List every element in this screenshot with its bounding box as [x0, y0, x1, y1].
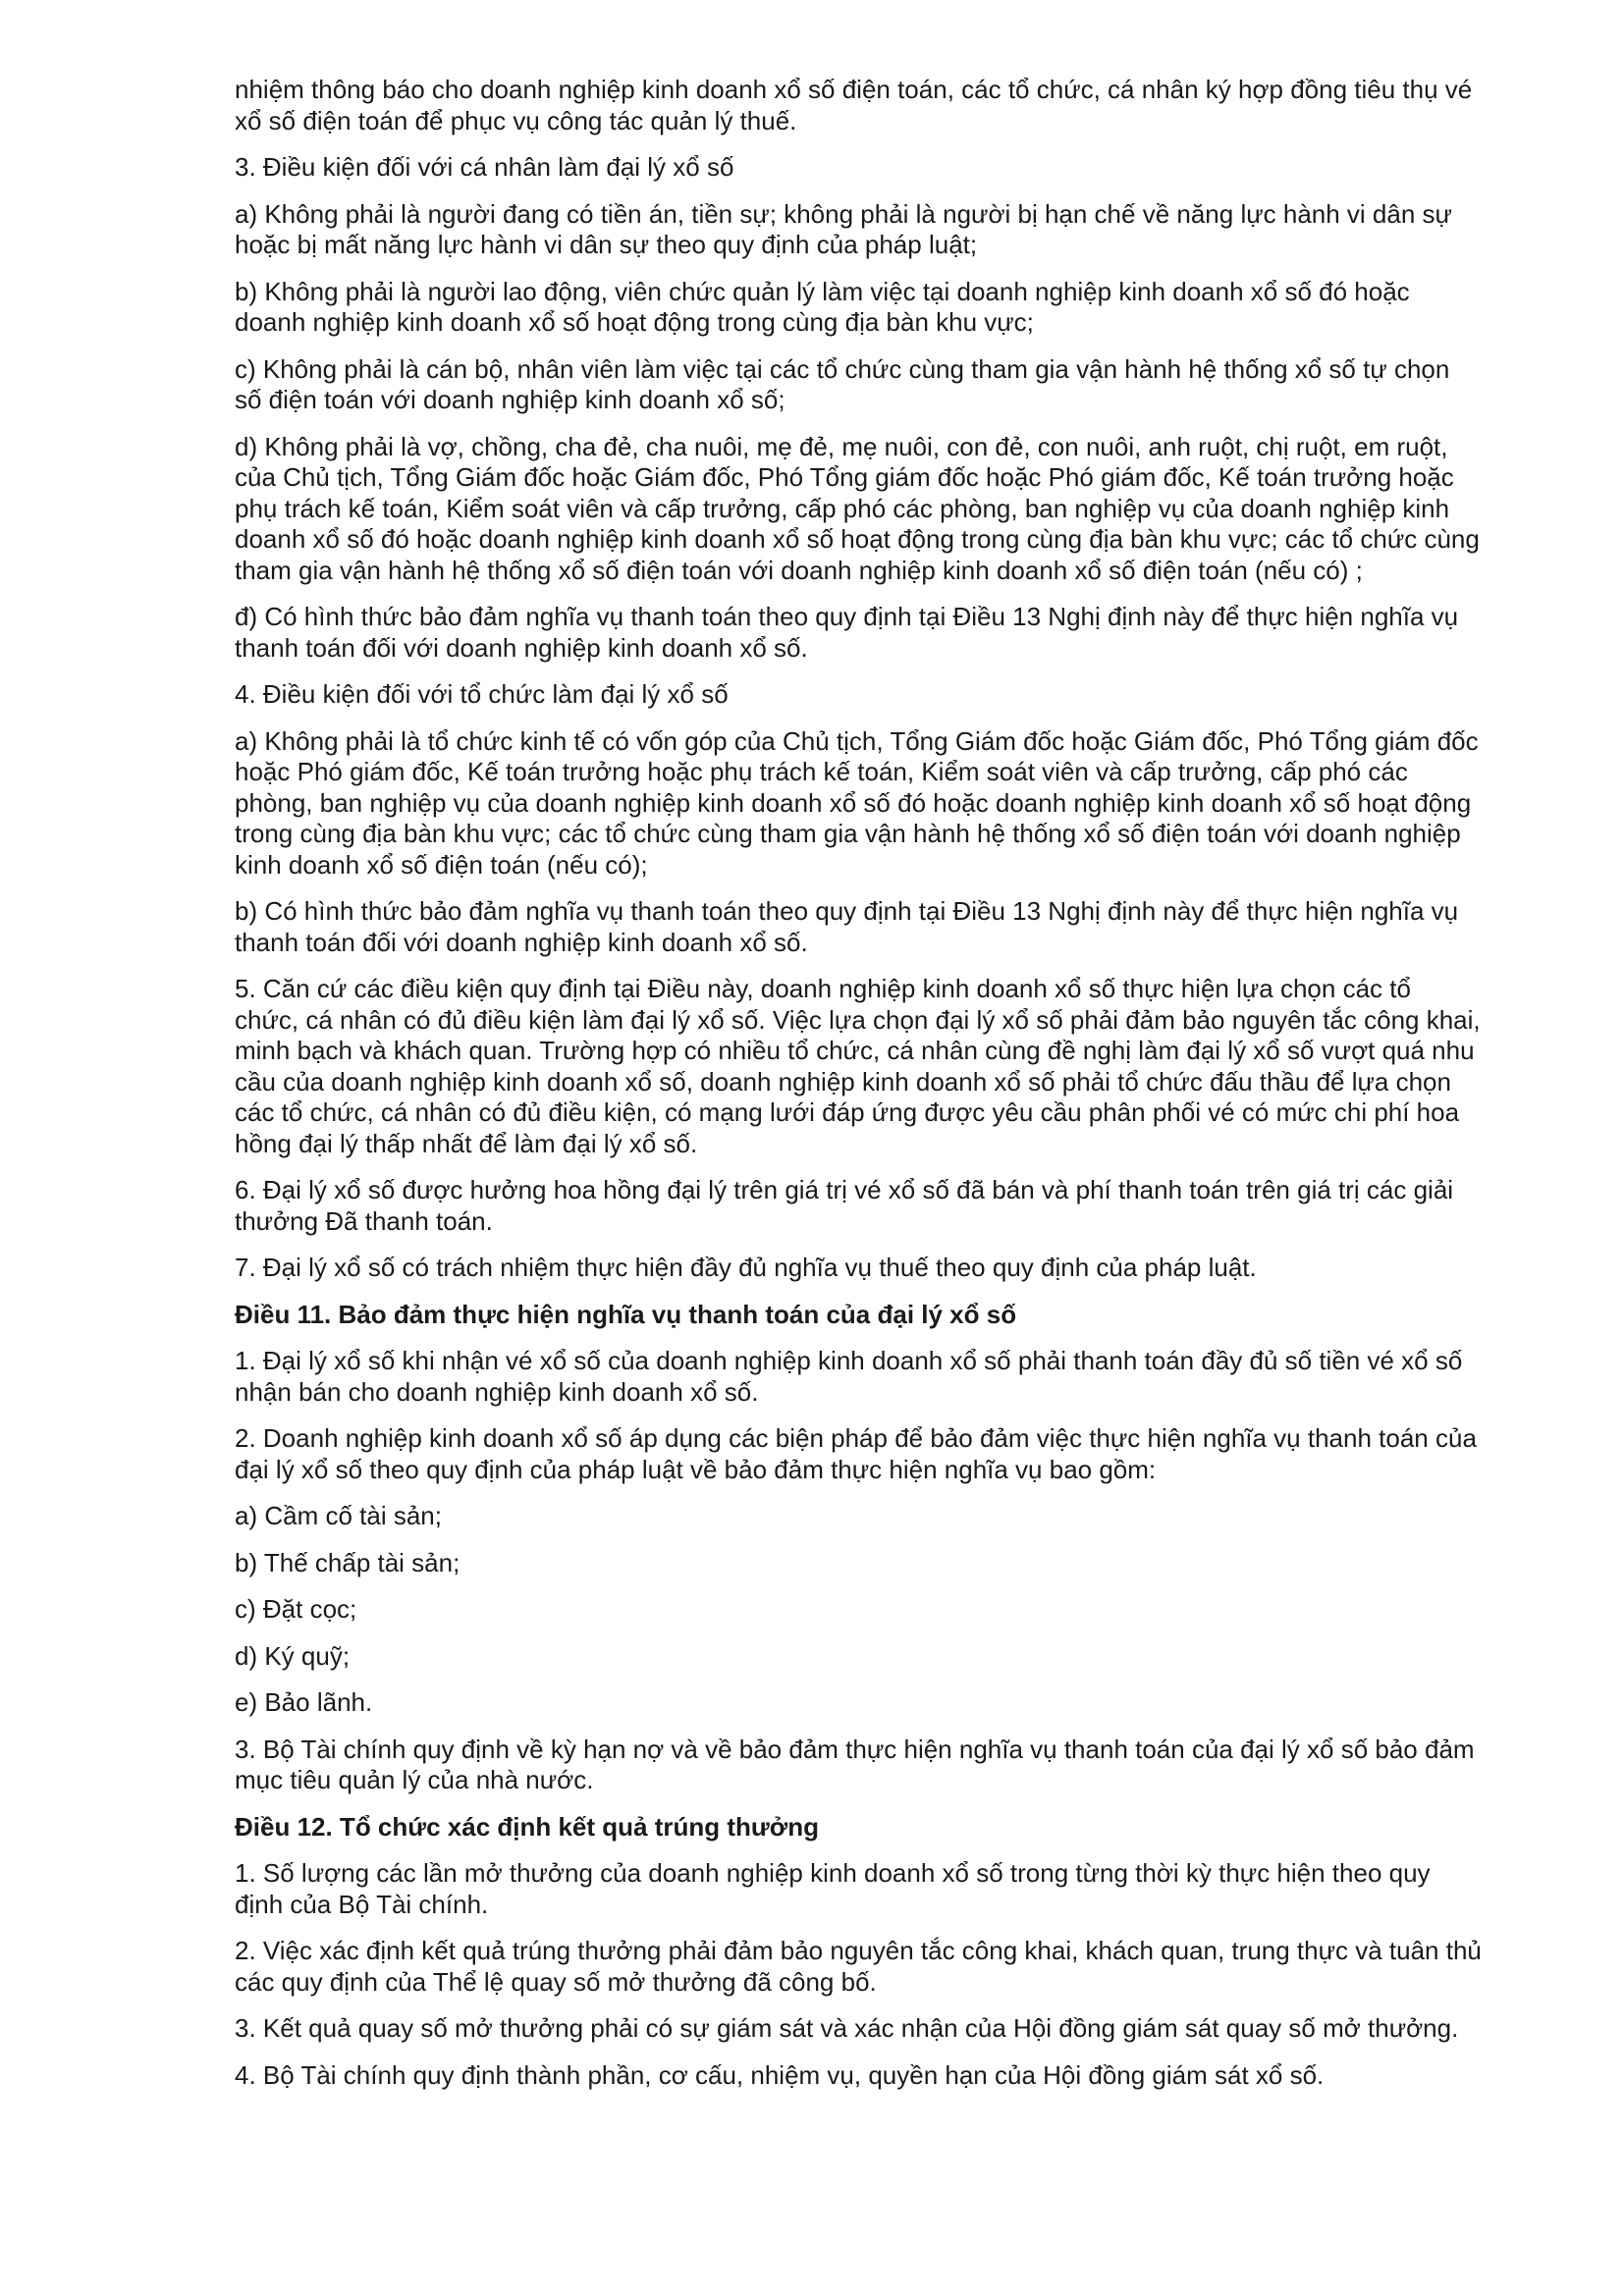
article-11-item-d: d) Ký quỹ; — [235, 1640, 351, 1671]
article-12-clause-3: 3. Kết quả quay số mở thưởng phải có sự giám sát và xác nhận của Hội đồng giám sát quay số mở thưởng. — [235, 2013, 1459, 2043]
clause-3-title: 3. Điều kiện đối với cá nhân làm đại lý xổ số — [235, 152, 734, 182]
clause-7: 7. Đại lý xổ số có trách nhiệm thực hiện đầy đủ nghĩa vụ thuế theo quy định của pháp luật. — [235, 1253, 1257, 1282]
article-11-item-b: b) Thế chấp tài sản; — [235, 1547, 460, 1577]
article-11-clause-2: 2. Doanh nghiệp kinh doanh xổ số áp dụng các biện pháp để bảo đảm việc thực hiện nghĩa vụ thanh toán của đại lý xổ số theo quy định của pháp luật về bảo đảm thực hiện nghĩa vụ bao gồm: — [235, 1423, 1477, 1484]
document-page — [235, 75, 1482, 2107]
clause-3c: c) Không phải là cán bộ, nhân viên làm việc tại các tổ chức cùng tham gia vận hành hệ thống xổ số tự chọn số điện toán với doanh nghiệp kinh doanh xổ số; — [235, 353, 1450, 414]
paragraph: nhiệm thông báo cho doanh nghiệp kinh doanh xổ số điện toán, các tổ chức, cá nhân ký hợp đồng tiêu thụ vé xổ số điện toán để phục vụ công tác quản lý thuế. — [235, 75, 1473, 135]
article-11-clause-1: 1. Đại lý xổ số khi nhận vé xổ số của doanh nghiệp kinh doanh xổ số phải thanh toán đầy đủ số tiền vé xổ số nhận bán cho doanh nghiệp kinh doanh xổ số. — [235, 1346, 1463, 1407]
article-11-clause-3: 3. Bộ Tài chính quy định về kỳ hạn nợ và về bảo đảm thực hiện nghĩa vụ thanh toán của đại lý xổ số bảo đảm mục tiêu quản lý của nhà nước. — [235, 1734, 1475, 1794]
article-12-heading: Điều 12. Tổ chức xác định kết quả trúng thưởng — [235, 1811, 819, 1842]
clause-3dd: đ) Có hình thức bảo đảm nghĩa vụ thanh toán theo quy định tại Điều 13 Nghị định này để thực hiện nghĩa vụ thanh toán đối với doanh nghiệp kinh doanh xổ số. — [235, 602, 1459, 663]
article-12-clause-2: 2. Việc xác định kết quả trúng thưởng phải đảm bảo nguyên tắc công khai, khách quan, trung thực và tuân thủ các quy định của Thể lệ quay số mở thưởng đã công bố. — [235, 1936, 1482, 1997]
article-11-item-e: e) Bảo lãnh. — [235, 1687, 373, 1717]
clause-4a: a) Không phải là tổ chức kinh tế có vốn góp của Chủ tịch, Tổng Giám đốc hoặc Giám đốc, Phó Tổng giám đốc hoặc Phó giám đốc, Kế toán trưởng hoặc phụ trách kế toán, Kiểm soát viên và cấp trưởng, cấp phó các phòng, ban nghiệp vụ của doanh nghiệp kinh doanh xổ số đó hoặc doanh nghiệp kinh doanh xổ số hoạt động trong cùng địa bàn khu vực; các tổ chức cùng tham gia vận hành hệ thống xổ số điện toán với doanh nghiệp kinh doanh xổ số điện toán (nếu có); — [235, 725, 1479, 880]
article-12-clause-4: 4. Bộ Tài chính quy định thành phần, cơ cấu, nhiệm vụ, quyền hạn của Hội đồng giám sát xổ số. — [235, 2059, 1325, 2090]
clause-4b: b) Có hình thức bảo đảm nghĩa vụ thanh toán theo quy định tại Điều 13 Nghị định này để thực hiện nghĩa vụ thanh toán đối với doanh nghiệp kinh doanh xổ số. — [235, 896, 1459, 957]
clause-3a: a) Không phải là người đang có tiền án, tiền sự; không phải là người bị hạn chế về năng lực hành vi dân sự hoặc bị mất năng lực hành vi dân sự theo quy định của pháp luật; — [235, 198, 1452, 259]
article-11-item-a: a) Cầm cố tài sản; — [235, 1501, 442, 1530]
article-11-item-c: c) Đặt cọc; — [235, 1594, 357, 1624]
clause-3d: d) Không phải là vợ, chồng, cha đẻ, cha nuôi, mẹ đẻ, mẹ nuôi, con đẻ, con nuôi, anh ruột, chị ruột, em ruột, của Chủ tịch, Tổng Giám đốc hoặc Giám đốc, Phó Tổng giám đốc hoặc Phó giám đốc, Kế toán trưởng hoặc phụ trách kế toán, Kiểm soát viên và cấp trưởng, cấp phó các phòng, ban nghiệp vụ của doanh nghiệp kinh doanh xổ số đó hoặc doanh nghiệp kinh doanh xổ số hoạt động trong cùng địa bàn khu vực; các tổ chức cùng tham gia vận hành hệ thống xổ số điện toán với doanh nghiệp kinh doanh xổ số điện toán (nếu có) ; — [235, 431, 1480, 585]
clause-4-title: 4. Điều kiện đối với tổ chức làm đại lý xổ số — [235, 679, 729, 709]
article-12-clause-1: 1. Số lượng các lần mở thưởng của doanh nghiệp kinh doanh xổ số trong từng thời kỳ thực hiện theo quy định của Bộ Tài chính. — [235, 1858, 1431, 1919]
clause-6: 6. Đại lý xổ số được hưởng hoa hồng đại lý trên giá trị vé xổ số đã bán và phí thanh toán trên giá trị các giải thưởng Đã thanh toán. — [235, 1175, 1454, 1236]
clause-5: 5. Căn cứ các điều kiện quy định tại Điều này, doanh nghiệp kinh doanh xổ số thực hiện lựa chọn các tổ chức, cá nhân có đủ điều kiện làm đại lý xổ số. Việc lựa chọn đại lý xổ số phải đảm bảo nguyên tắc công khai, minh bạch và khách quan. Trường hợp có nhiều tổ chức, cá nhân cùng đề nghị làm đại lý xổ số vượt quá nhu cầu của doanh nghiệp kinh doanh xổ số, doanh nghiệp kinh doanh xổ số phải tổ chức đấu thầu để lựa chọn các tổ chức, cá nhân có đủ điều kiện, có mạng lưới đáp ứng được yêu cầu phân phối vé có mức chi phí hoa hồng đại lý thấp nhất để làm đại lý xổ số. — [235, 974, 1481, 1158]
clause-3b: b) Không phải là người lao động, viên chức quản lý làm việc tại doanh nghiệp kinh doanh xổ số đó hoặc doanh nghiệp kinh doanh xổ số hoạt động trong cùng địa bàn khu vực; — [235, 276, 1410, 337]
article-11-heading: Điều 11. Bảo đảm thực hiện nghĩa vụ thanh toán của đại lý xổ số — [235, 1299, 1017, 1329]
